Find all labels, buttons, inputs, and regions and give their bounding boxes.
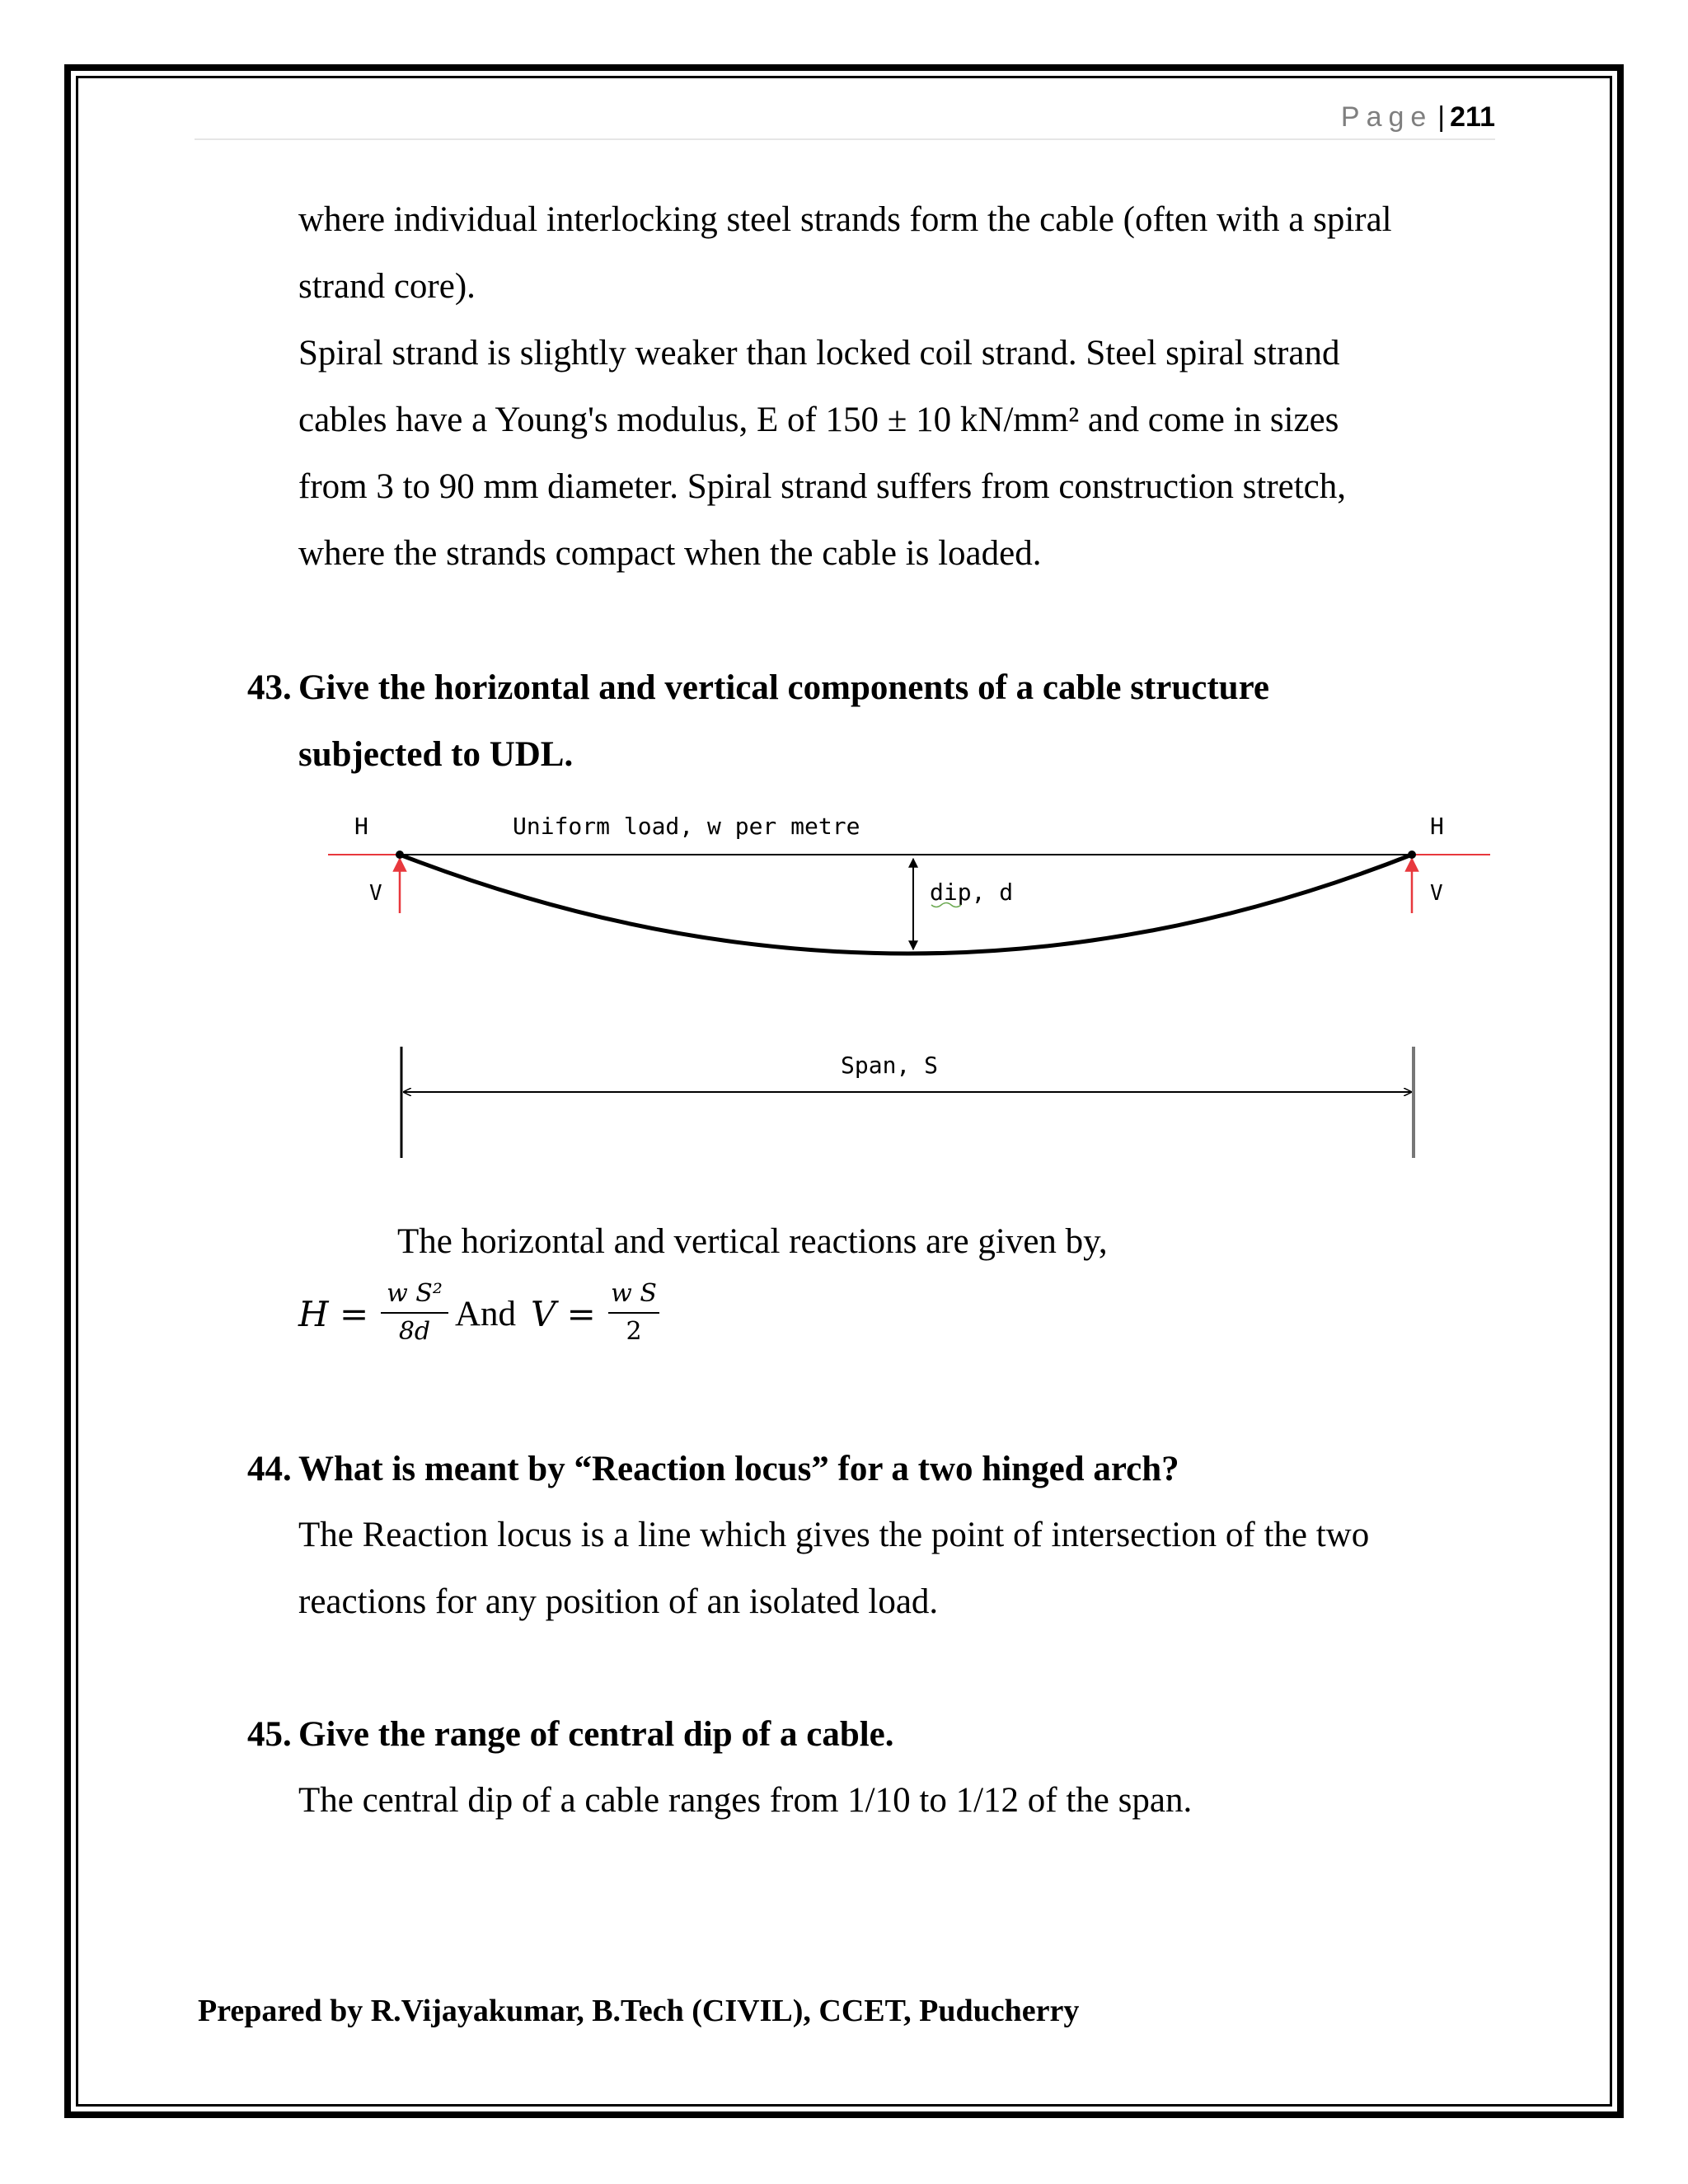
dip-label: dip, d: [930, 879, 1014, 906]
v-numerator: w S: [611, 1279, 657, 1308]
h-fraction: [381, 1279, 448, 1347]
right-support-point: [1408, 851, 1416, 859]
cable-diagram: [321, 808, 1500, 1162]
fraction-bar: [608, 1312, 659, 1314]
question-45-answer: [298, 1767, 1502, 1834]
reactions-text: The horizontal and vertical reactions are given by,: [397, 1222, 1108, 1261]
v-denominator: 2: [626, 1317, 642, 1346]
page-footer: Prepared by R.Vijayakumar, B.Tech (CIVIL), CCET, Puducherry: [198, 1994, 1080, 2028]
question-44-answer: [298, 1502, 1502, 1635]
text-line: strand core).: [298, 267, 476, 306]
left-support-point: [396, 851, 404, 859]
load-label: Uniform load, w per metre: [513, 813, 860, 840]
text-line: reactions for any position of an isolated load.: [298, 1582, 939, 1621]
h-lhs: H =: [298, 1294, 369, 1334]
cable-curve: [400, 855, 1412, 954]
text-line: cables have a Young's modulus, E of 150 ± 10 kN/mm² and come in sizes: [298, 401, 1339, 439]
reaction-formula: [298, 1276, 875, 1366]
v-lhs: V =: [531, 1294, 596, 1334]
fraction-bar: [381, 1312, 448, 1314]
question-text: subjected to UDL.: [298, 735, 574, 774]
right-h-label: H: [1430, 813, 1444, 840]
cable-diagram-svg: [321, 808, 1500, 1162]
question-43-heading: [247, 654, 1484, 788]
question-text: Give the range of central dip of a cable.: [298, 1715, 894, 1754]
text-line: from 3 to 90 mm diameter. Spiral strand suffers from construction stretch,: [298, 467, 1347, 506]
page-number: 211: [1450, 101, 1495, 133]
question-45-heading: [247, 1701, 1484, 1768]
text-line: The Reaction locus is a line which gives the point of intersection of the two: [298, 1516, 1370, 1554]
right-v-label: V: [1430, 881, 1443, 906]
question-number: 43.: [247, 668, 292, 707]
left-h-label: H: [354, 813, 368, 840]
text-line: where individual interlocking steel strands form the cable (often with a spiral: [298, 200, 1392, 239]
left-v-label: V: [369, 881, 382, 906]
text-line: Spiral strand is slightly weaker than locked coil strand. Steel spiral strand: [298, 334, 1340, 373]
text-line: where the strands compact when the cable is loaded.: [298, 534, 1042, 573]
page-separator: |: [1437, 101, 1446, 133]
question-44-heading: [247, 1436, 1484, 1502]
question-text: Give the horizontal and vertical components of a cable structure: [298, 668, 1269, 707]
page-header: [195, 97, 1495, 140]
text-line: The central dip of a cable ranges from 1/10 to 1/12 of the span.: [298, 1781, 1193, 1820]
intro-paragraph: [298, 186, 1502, 587]
question-number: 45.: [247, 1715, 292, 1754]
question-number: 44.: [247, 1450, 292, 1488]
page-label: Page: [1340, 101, 1433, 133]
h-numerator: w S²: [387, 1279, 443, 1308]
question-text: What is meant by “Reaction locus” for a two hinged arch?: [298, 1450, 1179, 1488]
and-word: And: [455, 1295, 517, 1333]
span-label: Span, S: [841, 1052, 939, 1079]
v-fraction: [608, 1279, 659, 1347]
h-denominator: 8d: [398, 1317, 431, 1346]
